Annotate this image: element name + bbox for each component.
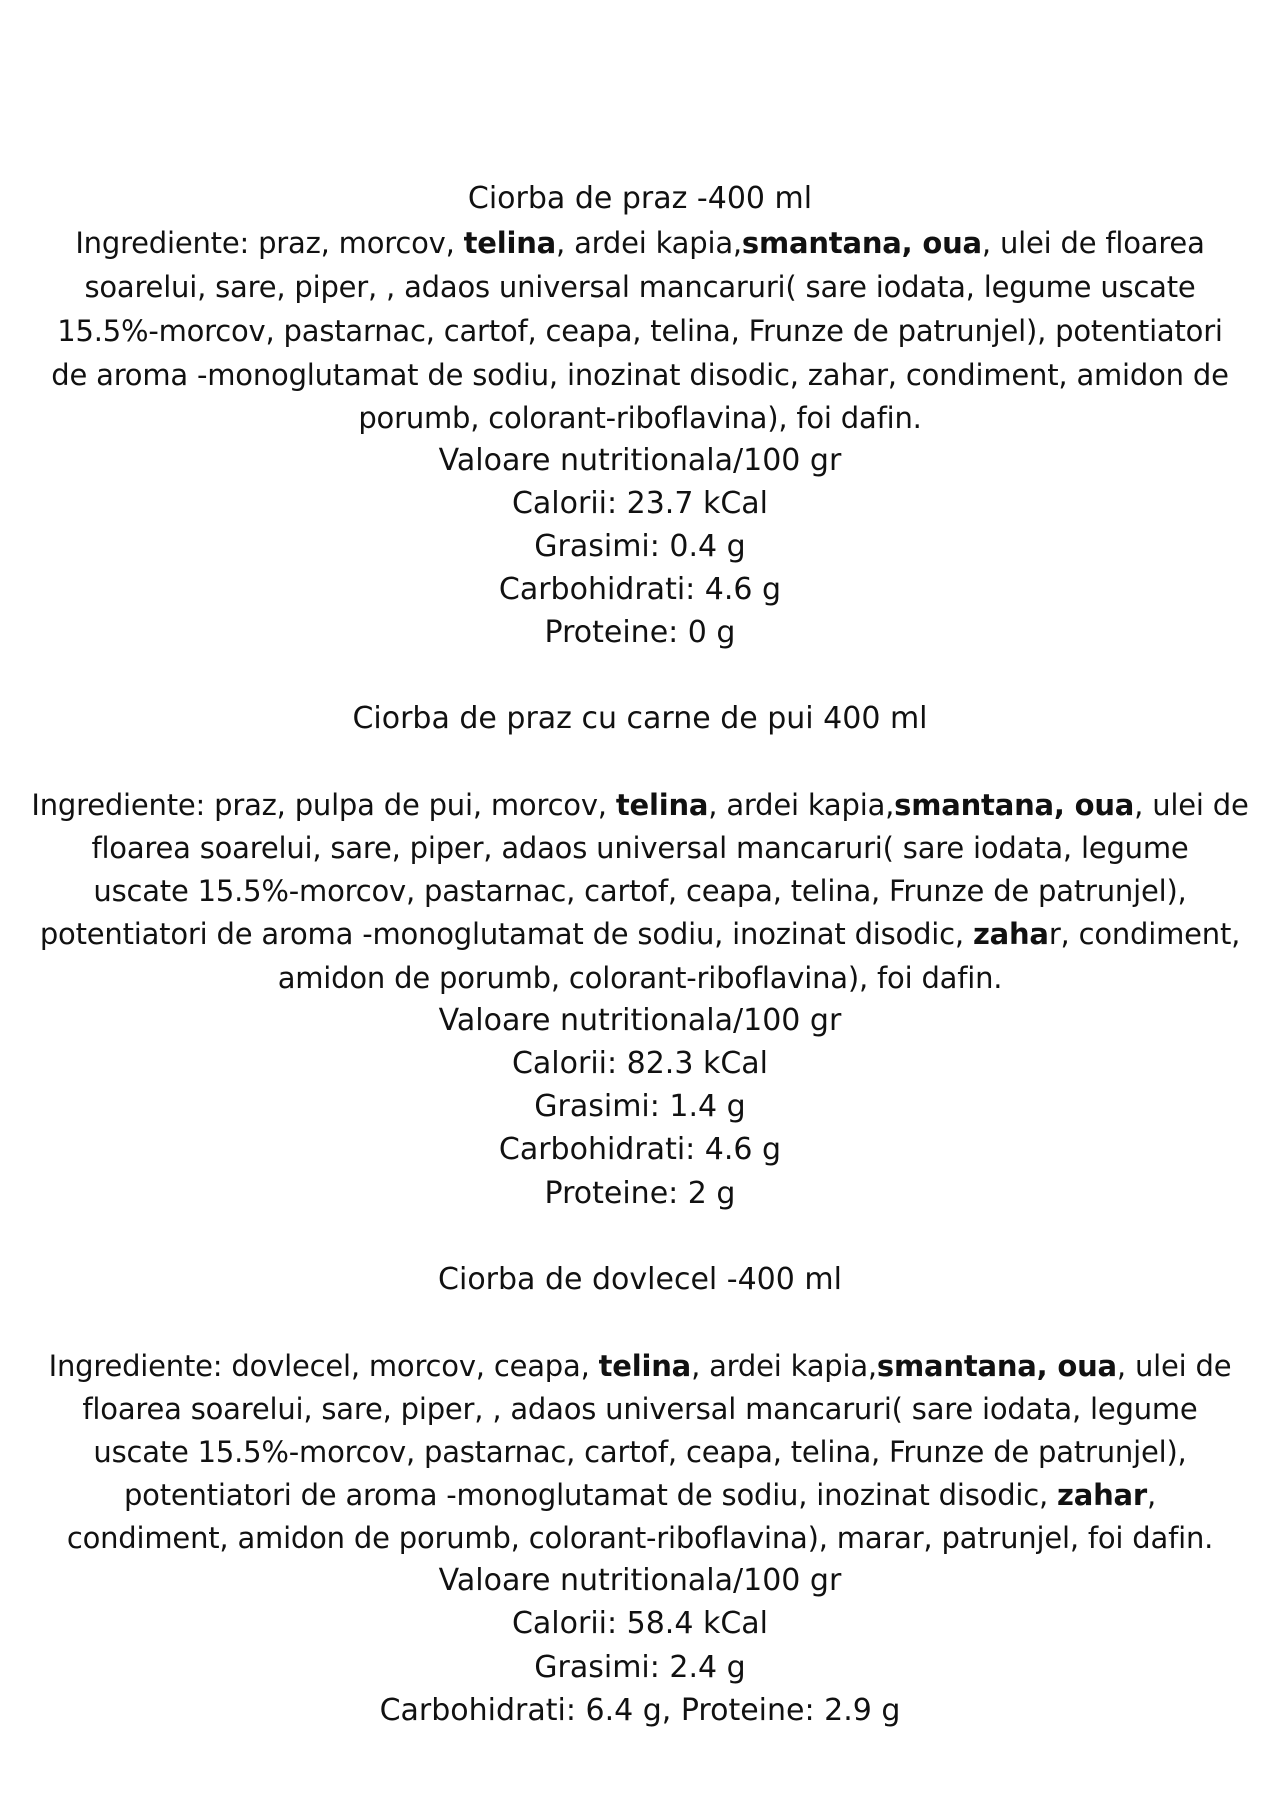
allergen-text: zahar: [1057, 1478, 1148, 1512]
ingredient-text: 15.5%-morcov, pastarnac, cartof, ceapa, telina, Frunze de patrunjel), potentiatori: [57, 314, 1223, 348]
ingredient-text: floarea soarelui, sare, piper, adaos universal mancaruri( sare iodata, legume: [91, 831, 1189, 865]
ingredients-line: [0, 1517, 1280, 1559]
ingredients-line: [0, 397, 1280, 439]
ingredient-text: uscate 15.5%-morcov, pastarnac, cartof, ceapa, telina, Frunze de patrunjel),: [93, 1435, 1187, 1469]
ingredient-text: soarelui, sare, piper, , adaos universal mancaruri( sare iodata, legume uscate: [84, 270, 1196, 304]
allergen-text: telina: [615, 788, 709, 822]
ingredient-text: Ingrediente: dovlecel, morcov, ceapa,: [48, 1349, 599, 1383]
nutrition-header: Valoare nutritionala/100 gr: [438, 1563, 842, 1598]
ingredient-text: r, condiment,: [1048, 917, 1241, 951]
ingredients-line: [0, 1345, 1280, 1387]
nutrition-fat: Grasimi: 2.4 g: [534, 1650, 746, 1685]
ingredients-line: [0, 1474, 1280, 1516]
nutrition-protein: Proteine: 2 g: [544, 1176, 736, 1211]
allergen-text: smantana, oua: [894, 788, 1135, 822]
section-title: Ciorba de praz cu carne de pui 400 ml: [352, 701, 928, 736]
nutrition-fat: Grasimi: 1.4 g: [534, 1089, 746, 1124]
ingredient-text: ,: [1147, 1478, 1157, 1512]
nutrition-calories: Calorii: 23.7 kCal: [511, 486, 769, 521]
ingredient-text: , ulei de: [1134, 788, 1249, 822]
ingredients-line: [0, 784, 1280, 826]
ingredients-line: [0, 827, 1280, 869]
ingredient-text: floarea soarelui, sare, piper, , adaos universal mancaruri( sare iodata, legume: [82, 1392, 1198, 1426]
ingredient-text: condiment, amidon de porumb, colorant-riboflavina), marar, patrunjel, foi dafin.: [66, 1521, 1214, 1555]
ingredient-text: amidon de porumb, colorant-riboflavina), foi dafin.: [277, 961, 1003, 995]
section-title: Ciorba de praz -400 ml: [467, 181, 813, 216]
ingredient-text: , ardei kapia,: [691, 1349, 877, 1383]
ingredient-text: potentiatori de aroma -monoglutamat de sodiu, inozinat disodic,: [123, 1478, 1058, 1512]
nutrition-carbs: Carbohidrati: 4.6 g: [498, 572, 782, 607]
ingredients-line: [0, 222, 1280, 264]
nutrition-fat: Grasimi: 0.4 g: [534, 529, 746, 564]
ingredient-text: porumb, colorant-riboflavina), foi dafin.: [358, 401, 922, 435]
ingredients-line: [0, 1431, 1280, 1473]
allergen-text: zaha: [972, 917, 1049, 951]
ingredient-text: , ulei de: [1116, 1349, 1232, 1383]
nutrition-protein: Proteine: 0 g: [544, 615, 736, 650]
ingredient-text: , ulei de floarea: [981, 226, 1205, 260]
ingredients-line: [0, 913, 1280, 955]
nutrition-carbs-protein: Carbohidrati: 6.4 g, Proteine: 2.9 g: [379, 1693, 901, 1728]
ingredients-line: [0, 310, 1280, 352]
ingredient-text: uscate 15.5%-morcov, pastarnac, cartof, ceapa, telina, Frunze de patrunjel),: [93, 874, 1187, 908]
nutrition-calories: Calorii: 58.4 kCal: [511, 1606, 769, 1641]
nutrition-header: Valoare nutritionala/100 gr: [438, 1003, 842, 1038]
allergen-text: telina: [598, 1349, 692, 1383]
ingredients-line: [0, 266, 1280, 308]
section-title: Ciorba de dovlecel -400 ml: [438, 1262, 842, 1297]
nutrition-carbs: Carbohidrati: 4.6 g: [498, 1132, 782, 1167]
ingredient-text: , ardei kapia,: [708, 788, 895, 822]
ingredient-text: potentiatori de aroma -monoglutamat de sodiu, inozinat disodic,: [39, 917, 973, 951]
nutrition-calories: Calorii: 82.3 kCal: [511, 1046, 769, 1081]
ingredients-line: [0, 870, 1280, 912]
allergen-text: smantana, oua: [741, 226, 982, 260]
nutrition-header: Valoare nutritionala/100 gr: [438, 443, 842, 478]
ingredients-line: [0, 354, 1280, 396]
ingredients-line: [0, 957, 1280, 999]
ingredient-text: de aroma -monoglutamat de sodiu, inozinat disodic, zahar, condiment, amidon de: [51, 358, 1229, 392]
allergen-text: smantana, oua: [876, 1349, 1117, 1383]
ingredient-text: Ingrediente: praz, morcov,: [75, 226, 464, 260]
ingredient-text: , ardei kapia,: [556, 226, 742, 260]
ingredients-line: [0, 1388, 1280, 1430]
ingredient-text: Ingrediente: praz, pulpa de pui, morcov,: [31, 788, 616, 822]
allergen-text: telina: [463, 226, 557, 260]
